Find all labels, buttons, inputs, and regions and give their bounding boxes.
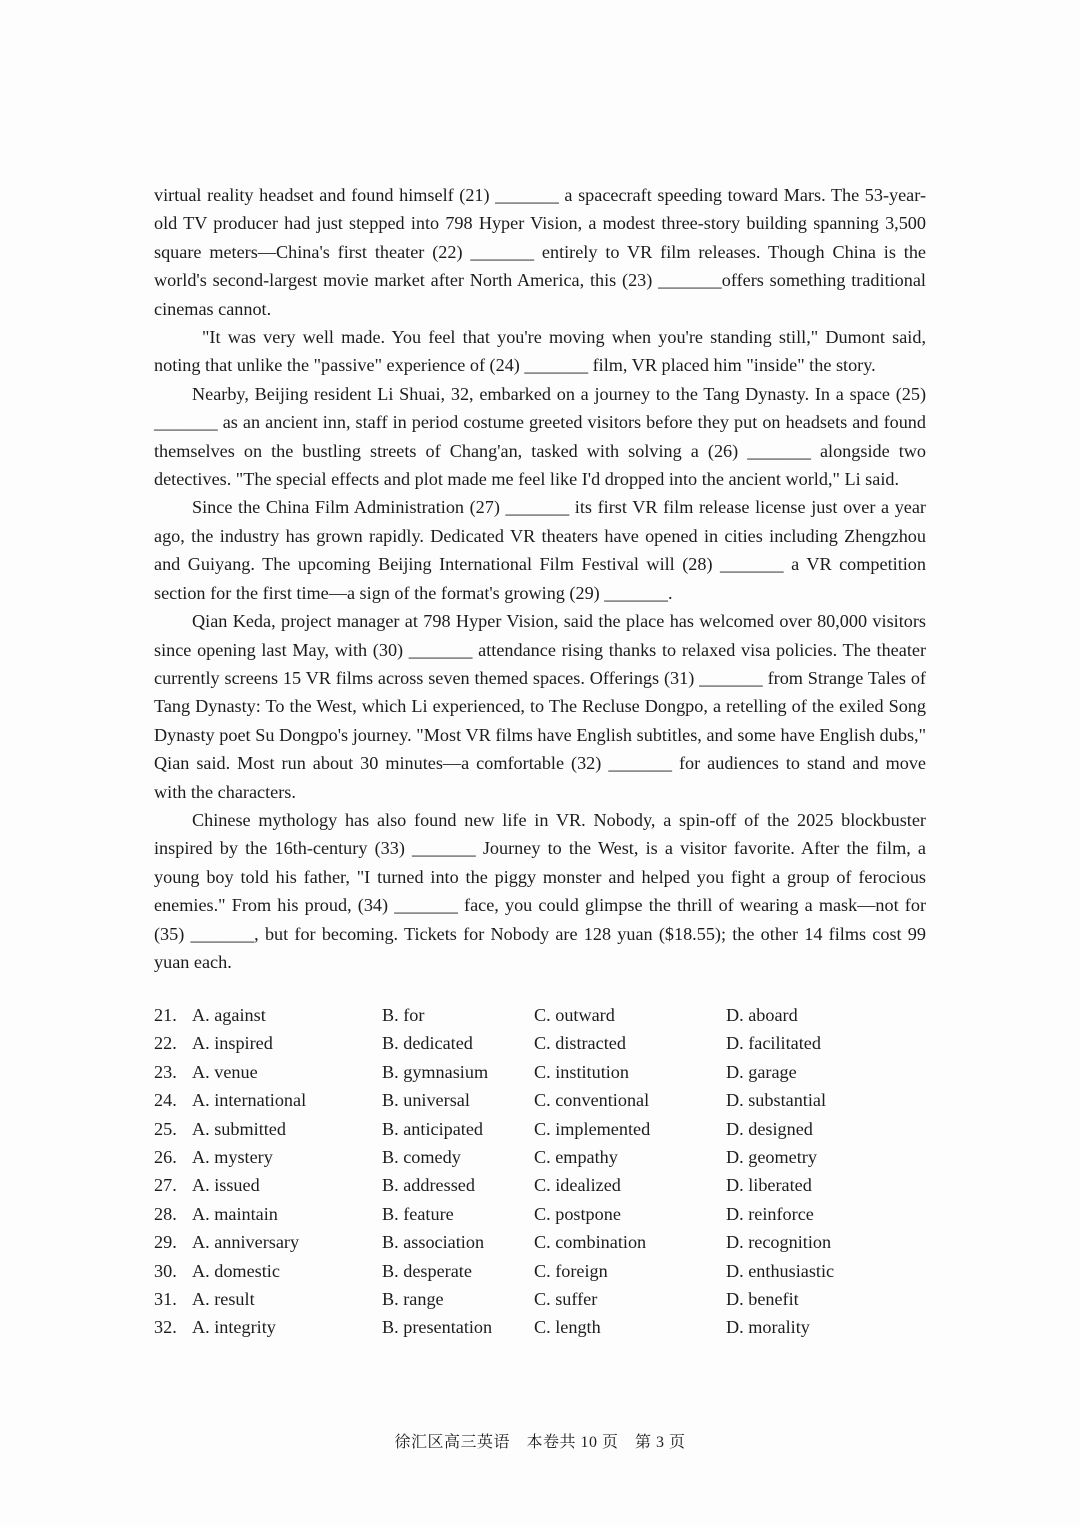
question-row (154, 1115, 926, 1143)
passage-paragraph-3: Nearby, Beijing resident Li Shuai, 32, embarked on a journey to the Tang Dynasty. In a space (25) _______ as an ancient inn, staff in period costume greeted visitors before they put on headsets and found themselves on the bustling streets of Chang'an, tasked with solving a (26) _______ alongside two detectives. "The special effects and plot made me feel like I'd dropped into the ancient world," Li said. (154, 383, 926, 490)
option-b: B. presentation (382, 1317, 493, 1338)
option-c: C. implemented (534, 1118, 651, 1139)
question-row (154, 1200, 926, 1228)
passage-paragraph-6: Chinese mythology has also found new life in VR. Nobody, a spin-off of the 2025 blockbuster inspired by the 16th-century (33) _______ Journey to the West, is a visitor favorite. After the film, a young boy told his father, "I turned into the piggy monster and helped you fight a group of ferocious enemies." From his proud, (34) _______ face, you could glimpse the thrill of wearing a mask—not for (35) _______, but for becoming. Tickets for Nobody are 128 yuan ($18.55); the other 14 films cost 99 yuan each. (154, 809, 926, 972)
passage-paragraph-4: Since the China Film Administration (27) _______ its first VR film release license just over a year ago, the industry has grown rapidly. Dedicated VR theaters have opened in cities including Zhengzhou and Guiyang. The upcoming Beijing International Film Festival will (28) _______ a VR competition section for the first time—a sign of the format's growing (29) _______. (154, 497, 926, 603)
option-c: C. idealized (534, 1175, 621, 1196)
option-b: B. gymnasium (382, 1061, 489, 1082)
option-c: C. suffer (534, 1288, 598, 1309)
option-b: B. desperate (382, 1260, 472, 1281)
option-d: D. designed (726, 1118, 813, 1139)
option-c: C. distracted (534, 1033, 626, 1054)
page-footer (0, 1429, 1080, 1452)
option-c: C. length (534, 1317, 601, 1338)
option-b: B. universal (382, 1090, 470, 1111)
option-d: D. enthusiastic (726, 1260, 835, 1281)
question-row (154, 1058, 926, 1086)
option-d: D. liberated (726, 1175, 812, 1196)
question-row (154, 1285, 926, 1313)
question-row (154, 1228, 926, 1256)
reading-passage (154, 181, 926, 976)
option-c: C. postpone (534, 1203, 621, 1224)
question-number: 29. (154, 1232, 177, 1253)
option-d: D. garage (726, 1061, 797, 1082)
question-number: 30. (154, 1260, 177, 1281)
question-number: 26. (154, 1146, 177, 1167)
question-number: 24. (154, 1090, 177, 1111)
option-d: D. benefit (726, 1288, 799, 1309)
question-number: 25. (154, 1118, 177, 1139)
question-row (154, 1313, 926, 1341)
question-row (154, 1257, 926, 1285)
option-a: A. mystery (192, 1146, 273, 1167)
option-d: D. morality (726, 1317, 810, 1338)
question-number: 28. (154, 1203, 177, 1224)
question-number: 31. (154, 1288, 177, 1309)
option-a: A. against (192, 1005, 266, 1025)
footer-page-number: 第 3 页 (635, 1434, 686, 1451)
question-number: 22. (154, 1033, 177, 1054)
option-a: A. result (192, 1288, 255, 1309)
passage-paragraph-2: "It was very well made. You feel that you're moving when you're standing still," Dumont said, noting that unlike the "passive" experience of (24) _______ film, VR placed him "inside" the story. (154, 327, 926, 376)
option-b: B. comedy (382, 1146, 461, 1167)
option-a: A. international (192, 1090, 307, 1111)
option-a: A. domestic (192, 1260, 280, 1281)
option-c: C. empathy (534, 1146, 618, 1167)
question-row (154, 1171, 926, 1199)
option-c: C. outward (534, 1005, 615, 1025)
option-d: D. reinforce (726, 1203, 814, 1224)
answer-options (154, 1001, 926, 1342)
question-row (154, 1001, 926, 1029)
passage-paragraph-5: Qian Keda, project manager at 798 Hyper Vision, said the place has welcomed over 80,000 visitors since opening last May, with (30) _______ attendance rising thanks to relaxed visa policies. The theater currently screens 15 VR films across seven themed spaces. Offerings (31) _______ from Strange Tales of Tang Dynasty: To the West, which Li experienced, to The Recluse Dongpo, a retelling of the exiled Song Dynasty poet Su Dongpo's journey. "Most VR films have English subtitles, and some have English dubs," Qian said. Most run about 30 minutes—a comfortable (32) _______ for audiences to stand and move with the characters. (154, 611, 926, 802)
passage-paragraph-1: virtual reality headset and found himself (21) _______ a spacecraft speeding toward Mars. The 53-year-old TV producer had just stepped into 798 Hyper Vision, a modest three-story building spanning 3,500 square meters—China's first theater (22) _______ entirely to VR film releases. Though China is the world's second-largest movie market after North America, this (23) _______offers something traditional cinemas cannot. (154, 185, 926, 319)
option-c: C. foreign (534, 1260, 608, 1281)
option-c: C. institution (534, 1061, 629, 1082)
option-d: D. aboard (726, 1005, 798, 1025)
option-b: B. range (382, 1288, 444, 1309)
option-a: A. issued (192, 1175, 260, 1196)
option-c: C. combination (534, 1232, 647, 1253)
option-b: B. anticipated (382, 1118, 484, 1139)
option-a: A. integrity (192, 1317, 276, 1338)
question-row (154, 1143, 926, 1171)
option-c: C. conventional (534, 1090, 650, 1111)
option-d: D. geometry (726, 1146, 817, 1167)
option-d: D. recognition (726, 1232, 832, 1253)
option-b: B. addressed (382, 1175, 475, 1196)
question-number: 23. (154, 1061, 177, 1082)
option-b: B. dedicated (382, 1033, 473, 1054)
option-a: A. inspired (192, 1033, 273, 1054)
question-number: 27. (154, 1175, 177, 1196)
option-a: A. venue (192, 1061, 258, 1082)
question-number: 32. (154, 1317, 177, 1338)
option-a: A. anniversary (192, 1232, 300, 1253)
footer-exam-name: 徐汇区高三英语 (394, 1434, 510, 1451)
option-b: B. association (382, 1232, 485, 1253)
option-b: B. feature (382, 1203, 454, 1224)
option-a: A. submitted (192, 1118, 286, 1139)
option-b: B. for (382, 1005, 425, 1025)
footer-total-pages: 本卷共 10 页 (526, 1434, 619, 1451)
option-d: D. facilitated (726, 1033, 821, 1054)
question-row (154, 1086, 926, 1114)
question-row (154, 1029, 926, 1057)
option-a: A. maintain (192, 1203, 278, 1224)
option-d: D. substantial (726, 1090, 827, 1111)
question-number: 21. (154, 1005, 177, 1025)
